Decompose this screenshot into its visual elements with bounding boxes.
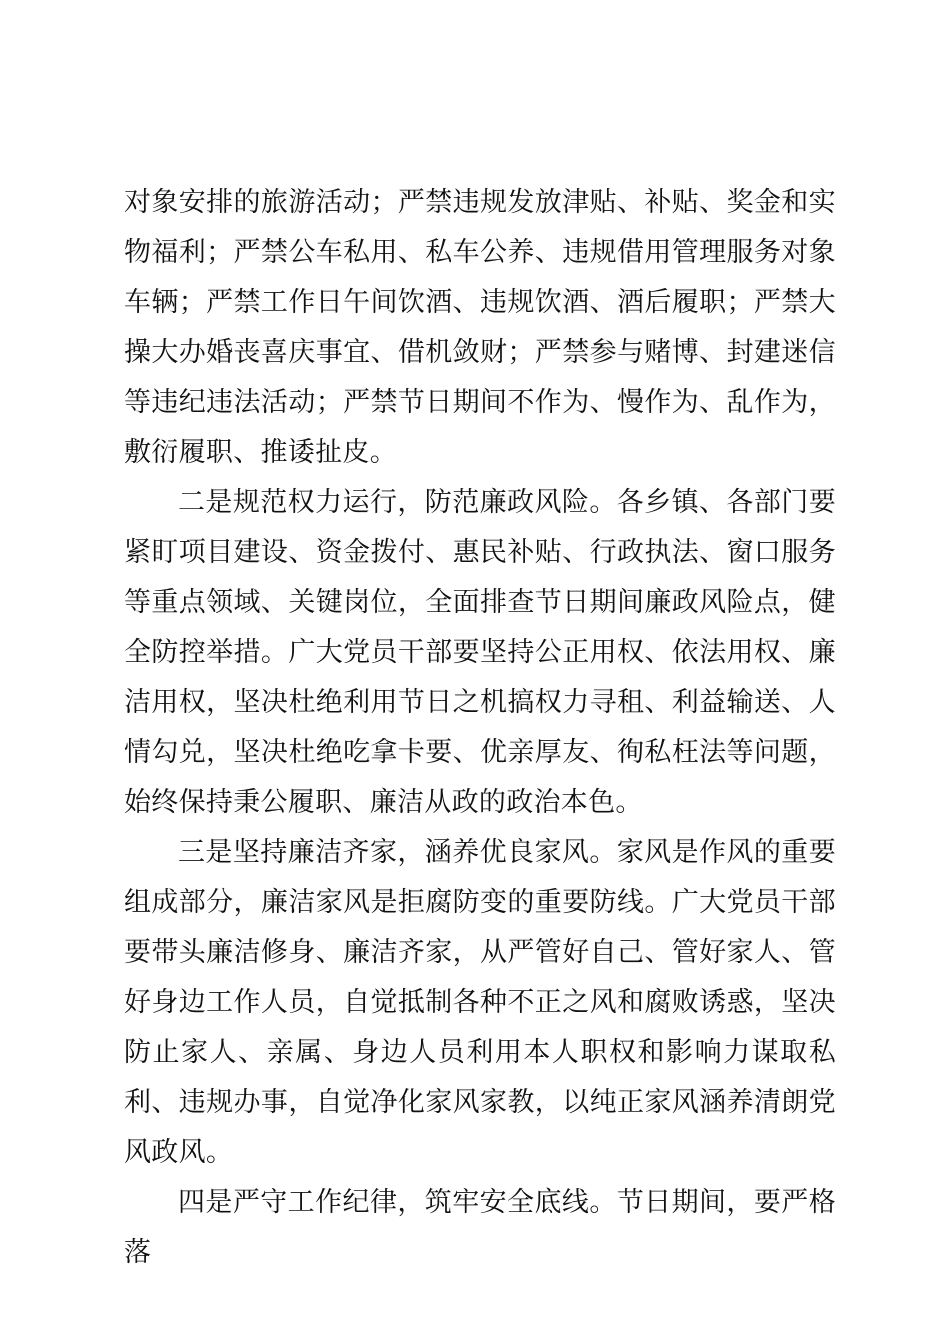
paragraph-continuation: 对象安排的旅游活动；严禁违规发放津贴、补贴、奖金和实物福利；严禁公车私用、私车公养、违规借用管理服务对象车辆；严禁工作日午间饮酒、违规饮酒、酒后履职；严禁大操大办婚丧喜庆事宜、借机敛财；严禁参与赌博、封建迷信等违纪违法活动；严禁节日期间不作为、慢作为、乱作为，敷衍履职、推诿扯皮。 [124, 187, 836, 468]
paragraph-work-discipline: 四是严守工作纪律，筑牢安全底线。节日期间，要严格落 [124, 1187, 836, 1268]
document-body [124, 178, 836, 1278]
paragraph-family-integrity: 三是坚持廉洁齐家，涵养优良家风。家风是作风的重要组成部分，廉洁家风是拒腐防变的重要防线。广大党员干部要带头廉洁修身、廉洁齐家，从严管好自己、管好家人、管好身边工作人员，自觉抵制各种不正之风和腐败诱惑，坚决防止家人、亲属、身边人员利用本人职权和影响力谋取私利、违规办事，自觉净化家风家教，以纯正家风涵养清朗党风政风。 [124, 837, 836, 1168]
paragraph-power-regulation: 二是规范权力运行，防范廉政风险。各乡镇、各部门要紧盯项目建设、资金拨付、惠民补贴、行政执法、窗口服务等重点领域、关键岗位，全面排查节日期间廉政风险点，健全防控举措。广大党员干部要坚持公正用权、依法用权、廉洁用权，坚决杜绝利用节日之机搞权力寻租、利益输送、人情勾兑，坚决杜绝吃拿卡要、优亲厚友、徇私枉法等问题，始终保持秉公履职、廉洁从政的政治本色。 [124, 487, 836, 818]
